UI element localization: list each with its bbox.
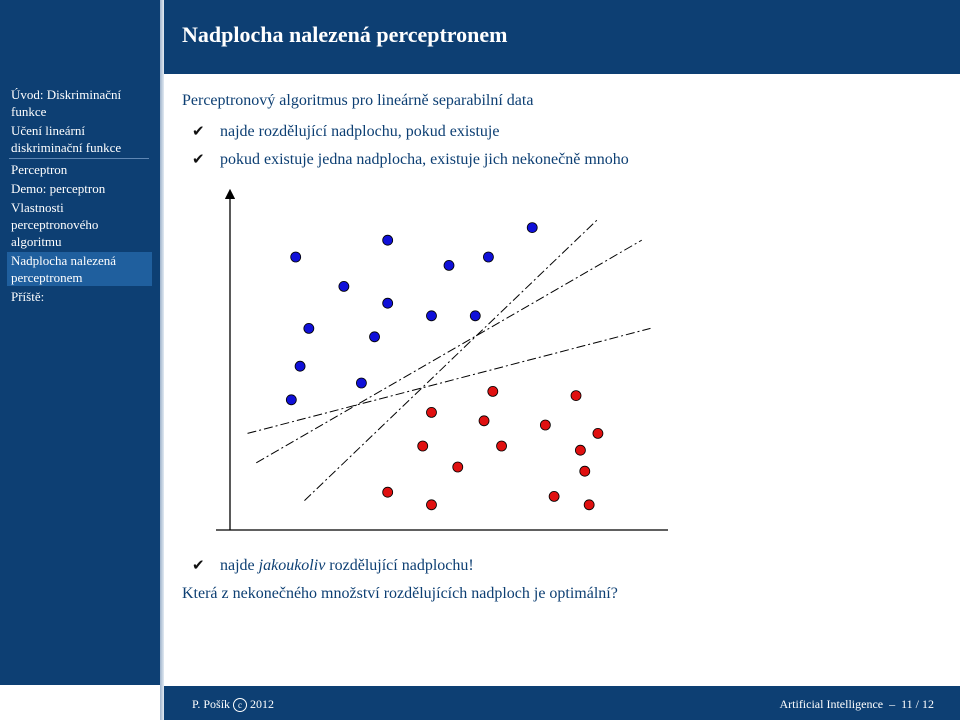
author-name: P. Pošík: [192, 697, 231, 711]
bullet-emphasis: jakoukoliv: [258, 557, 326, 574]
red-data-point: [383, 487, 393, 497]
checkmark-icon: ✔: [192, 558, 205, 574]
footer-course: Artificial Intelligence – 11 / 12: [779, 697, 934, 711]
separating-hyperplane-3: [248, 328, 651, 433]
red-data-point: [584, 500, 594, 510]
red-data-point: [426, 407, 436, 417]
red-data-point: [426, 500, 436, 510]
red-data-point: [571, 391, 581, 401]
blue-data-point: [483, 252, 493, 262]
sidebar-item[interactable]: Demo: perceptron: [11, 181, 106, 196]
slide-content: [182, 92, 952, 174]
sidebar-nav: [9, 86, 149, 307]
red-data-point: [593, 428, 603, 438]
bullet-text: pokud existuje jedna nadplocha, existuje jich nekonečně mnoho: [220, 151, 629, 168]
bullet-text-suffix: rozdělující nadplochu!: [325, 557, 474, 574]
red-data-point: [497, 441, 507, 451]
red-data-point: [418, 441, 428, 451]
checkmark-icon: ✔: [192, 124, 205, 140]
red-data-point: [580, 466, 590, 476]
question-text: Která z nekonečného množství rozdělujících nadploch je optimální?: [182, 585, 618, 602]
blue-data-point: [470, 311, 480, 321]
blue-data-point: [426, 311, 436, 321]
course-name: Artificial Intelligence: [779, 697, 884, 711]
blue-data-point: [527, 223, 537, 233]
page-number: 11 / 12: [901, 697, 934, 711]
blue-data-point: [291, 252, 301, 262]
sidebar-item[interactable]: Učení lineární diskriminační funkce: [9, 122, 149, 159]
slide-subtitle: Perceptronový algoritmus pro lineárně separabilní data: [182, 92, 534, 109]
blue-data-point: [339, 281, 349, 291]
blue-data-point: [370, 332, 380, 342]
bullet-item: [182, 552, 952, 580]
checkmark-icon: ✔: [192, 152, 205, 168]
sidebar-item[interactable]: Příště:: [11, 289, 45, 304]
red-data-point: [540, 420, 550, 430]
bullet-item: [182, 118, 952, 146]
footer-author: [192, 697, 274, 712]
title-bar: [164, 0, 960, 74]
sidebar-item[interactable]: Nadplocha nalezená perceptronem: [7, 252, 152, 286]
sidebar: [0, 0, 160, 685]
blue-data-point: [295, 361, 305, 371]
red-data-point: [575, 445, 585, 455]
red-data-point: [549, 491, 559, 501]
sidebar-divider: [160, 0, 164, 720]
separating-hyperplane-2: [256, 240, 641, 463]
blue-data-point: [383, 235, 393, 245]
blue-data-point: [304, 323, 314, 333]
footer-year: 2012: [250, 697, 275, 711]
bullet-item: [182, 146, 952, 174]
footer-bar: [164, 686, 960, 720]
red-data-point: [453, 462, 463, 472]
bullet-text-prefix: najde: [220, 557, 259, 574]
scatter-plot: [196, 180, 676, 540]
blue-data-point: [356, 378, 366, 388]
red-data-point: [488, 386, 498, 396]
red-data-point: [479, 416, 489, 426]
slide-bottom: [182, 552, 952, 608]
sidebar-item[interactable]: Perceptron: [11, 162, 68, 177]
blue-data-point: [444, 260, 454, 270]
copyright-icon: c: [233, 698, 247, 712]
blue-data-point: [383, 298, 393, 308]
page-title: Nadplocha nalezená perceptronem: [182, 22, 508, 47]
sidebar-item[interactable]: Úvod: Diskriminační funkce: [11, 87, 122, 119]
bullet-text: najde rozdělující nadplochu, pokud existuje: [220, 123, 500, 140]
sidebar-item[interactable]: Vlastnosti perceptronového algoritmu: [11, 200, 99, 249]
blue-data-point: [286, 395, 296, 405]
